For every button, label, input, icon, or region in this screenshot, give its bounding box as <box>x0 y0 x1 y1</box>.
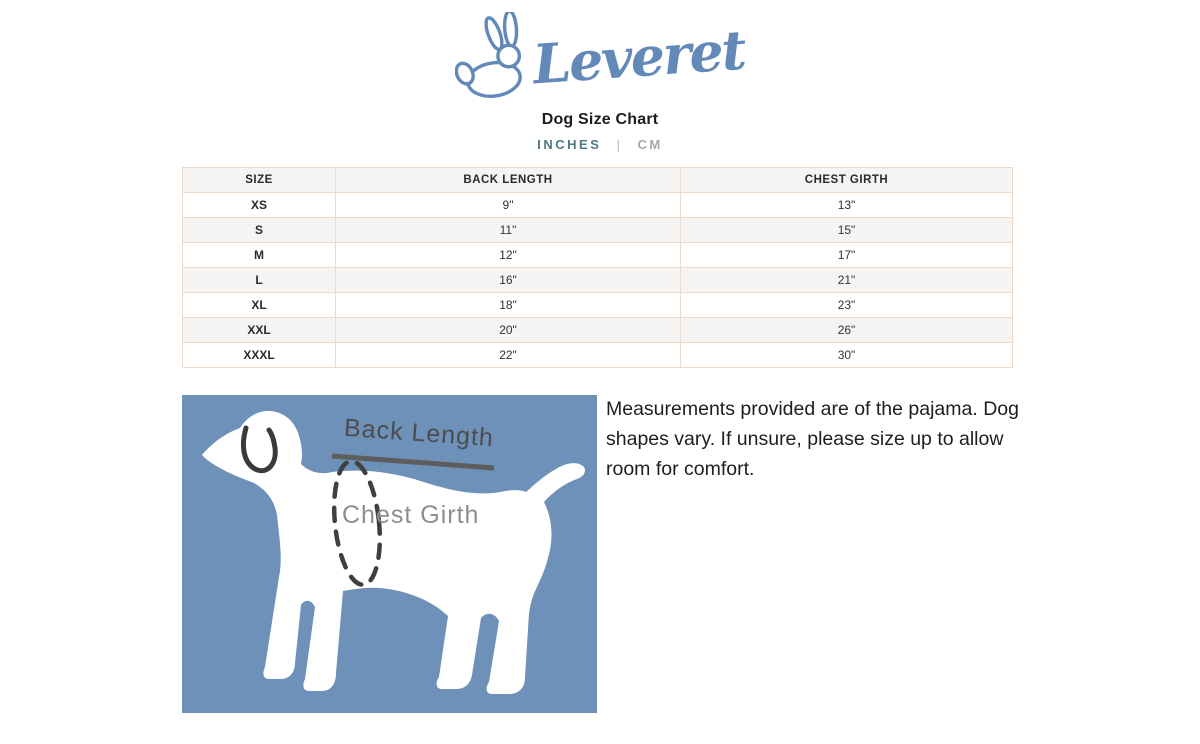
size-cell: XXL <box>183 318 336 343</box>
back-length-label: Back Length <box>343 413 495 453</box>
size-cell: M <box>183 243 336 268</box>
unit-cm-link[interactable]: CM <box>637 137 663 152</box>
column-header-back-length: BACK LENGTH <box>336 168 681 193</box>
table-row <box>183 193 1013 218</box>
table-row <box>183 268 1013 293</box>
leveret-logo <box>0 6 1200 102</box>
back-length-cell: 22" <box>336 343 681 368</box>
back-length-cell: 12" <box>336 243 681 268</box>
table-row <box>183 243 1013 268</box>
chest-girth-cell: 30" <box>681 343 1013 368</box>
size-cell: XXXL <box>183 343 336 368</box>
unit-divider: | <box>616 137 623 152</box>
size-chart-table <box>182 167 1013 368</box>
chest-girth-label: Chest Girth <box>342 501 480 529</box>
size-cell: S <box>183 218 336 243</box>
column-header-chest-girth: CHEST GIRTH <box>681 168 1013 193</box>
table-row <box>183 293 1013 318</box>
table-row <box>183 318 1013 343</box>
back-length-cell: 18" <box>336 293 681 318</box>
brand-wordmark: Leveret <box>530 17 747 97</box>
page-title: Dog Size Chart <box>541 111 659 128</box>
size-cell: L <box>183 268 336 293</box>
table-header-row <box>183 168 1013 193</box>
size-cell: XL <box>183 293 336 318</box>
chest-girth-cell: 21" <box>681 268 1013 293</box>
chest-girth-cell: 15" <box>681 218 1013 243</box>
unit-inches-link[interactable]: INCHES <box>537 137 602 152</box>
dog-silhouette <box>202 411 585 694</box>
sizing-note: Measurements provided are of the pajama. Dog shapes vary. If unsure, please size up to allow room for comfort. <box>606 398 1019 480</box>
chest-girth-cell: 17" <box>681 243 1013 268</box>
table-row <box>183 343 1013 368</box>
dog-measurement-diagram <box>182 395 597 713</box>
bunny-icon <box>455 12 533 102</box>
back-length-cell: 20" <box>336 318 681 343</box>
back-length-cell: 11" <box>336 218 681 243</box>
chest-girth-cell: 26" <box>681 318 1013 343</box>
chest-girth-cell: 23" <box>681 293 1013 318</box>
size-cell: XS <box>183 193 336 218</box>
table-row <box>183 218 1013 243</box>
back-length-cell: 16" <box>336 268 681 293</box>
unit-toggle <box>0 137 1200 152</box>
back-length-cell: 9" <box>336 193 681 218</box>
chest-girth-cell: 13" <box>681 193 1013 218</box>
column-header-size: SIZE <box>183 168 336 193</box>
